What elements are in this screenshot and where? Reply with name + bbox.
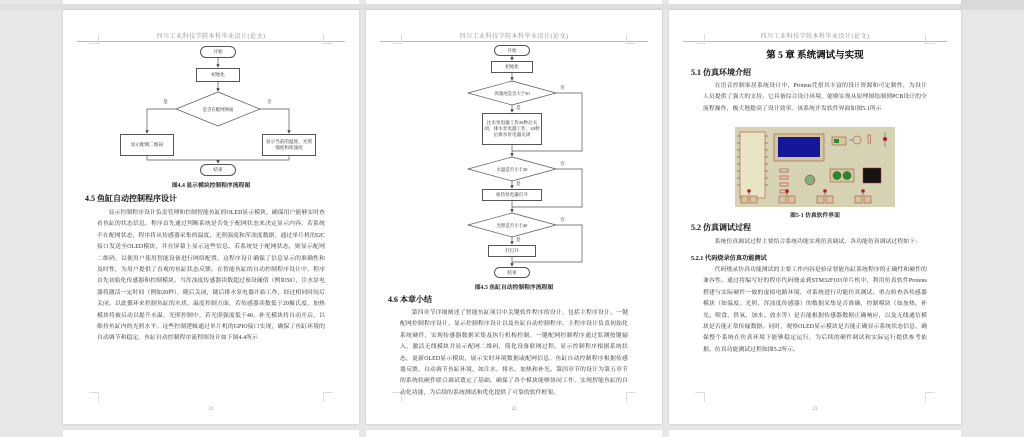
flowchart-connectors [412,45,612,278]
fc-branch-no: 否 [560,161,565,166]
next-page-sliver [366,430,662,437]
body-paragraph: 显示控制程序设计负责管理和控制智能鱼缸的OLED显示模块，确保用户能够实时查看鱼缸的状态信息。程序首先通过判断系统是否处于配网状态来决定显示内容，若系统不在配网状态，程序将从传感器采集的温度、光照强度和浑浊度数据，通过单片机的I2C接口发送至OLED模块，并在屏幕上显示这些信息。若系统处于配网状态，则显示配网二维码，以便用户使用智能设备进行网络配置。这程序设计确保了信息显示的准确性和及时性，为用户提供了直观的鱼缸状态反馈。在智能鱼缸的自动控制程序设计中，程序首先初始化传感器和控制模块。当浑浊度传感器读数超过预设阈值（例如50），注水泵电器将激活一定时间（例如20秒），随后关闭，随后排水泵电器开始工作，经过相同时间后关闭，以此循环来控制鱼缸的水质。温度控制方面，若传感器读数低于20摄氏度，加热模块将被启动以提升水温，光照控制中，若光照强度低于40，补光模块将自动开启，以维持鱼缸内的光照水平。这些控制逻辑通过单片机的GPIO接口实现，确保了鱼缸环境的自动调节和稳定。鱼缸自动控制程序流程图设计如下图4.4所示 [97,210,325,342]
prev-page-sliver [63,0,359,4]
section-heading: 4.5 鱼缸自动控制程序设计 [85,194,177,203]
fc-decision: 是否在配网界面 [202,106,234,112]
fc-branch-yes: 是 [163,99,168,104]
fc-init: 初始化 [196,68,240,82]
margin-mark [695,392,705,402]
fc-start: 开始 [200,46,236,58]
margin-mark [323,392,333,402]
margin-mark [89,392,99,402]
fc-branch-no: 否 [267,99,272,104]
document-page-21[interactable] [63,10,359,424]
top-right-shade [960,0,1024,10]
header-rule [683,41,947,42]
margin-mark [89,34,99,44]
fc-pump-box: 注水泵电器工作20秒后关闭，排水泵电器工作，20秒后排水泵电器关闭 [482,113,542,145]
body-paragraph-521: 代码烧录仿真功能测试的主要工作内容是验证智能鱼缸系统程序的正确性和硬件的兼容性。通过将编写好的程序代码烧录到STM32F103单片机中，利用仿真软件Proteus搭建与实际硬件一致的虚拟电路环境，对系统进行功能仿真测试。重点检查各传感器模块（如温度、光照、浑浊度传感器）的数据采集是否准确，控制模块（如加热、补光、喂食、供氧、加水、放水等）是否能根据传感器数据正确响应，以及无线通信模块是否能正常传输数据。同时，观察OLED显示模块是否能正确显示系统状态信息，确保整个系统在仿真环境下能够稳定运行，为后续的硬件调试和实际运行提供参考依据。仿真功能测试过程如图5.2所示。 [703,267,927,353]
prev-page-sliver [366,0,662,4]
fc-branch-yes: 是 [516,181,521,186]
document-page-22[interactable] [366,10,662,424]
header-rule [77,41,345,42]
margin-mark [925,392,935,402]
body-paragraph-51: 在语音控制家居系统设计中，Proteus凭借其丰富的设计资源和可定制性，为设计人员提供了强大的支持。它具备综合设计环境，能够实现从原理图绘制到PCB设计的全流程操作，极大地提高了设计效率。该系统开发软件界面如图5.1所示 [703,83,927,112]
body-paragraph: 第四章节详细阐述了智能鱼缸项目中关键软件程序的设计，包括主程序设计、一键配网控制程序设计、显示控制程序设计以及鱼缸自动控制程序。主程序设计负责初始化系统硬件，实现传感器数据采集及执行机构控制。一键配网控制程序通过监测按键输入，激活无线模块并显示配网二维码，简化设备联网过程。显示控制程序根据系统状态，更新OLED显示模块，展示实时环境数据或配网信息。鱼缸自动控制程序根据传感器反馈，自动调节鱼缸环境，如注水、排水、加热和补光。第四章节的设计为第五章节的系统软硬件联合调试奠定了基础，确保了各个模块能够协同工作，实现智能鱼缸的自动化功能，为后续的系统测试和优化提供了可靠的软件框架。 [400,310,628,396]
proteus-schematic [735,127,895,207]
body-paragraph-52: 系统仿真调试过程主要结合系统功能实现仿真调试，各功能仿真调试过程如下： [714,239,921,245]
page-number: 22 [511,407,517,412]
fc-right-box: 显示当前的温度、光照强度和浑浊度 [262,134,316,156]
fc-branch-no: 否 [560,217,565,222]
figure-caption: 图4.4 显示模块控制程序流程图 [171,183,251,189]
page-number: 23 [812,407,818,412]
margin-mark [925,34,935,44]
margin-mark [626,34,636,44]
figure-caption: 图4.5 鱼缸自动控制程序流程图 [474,285,554,291]
section-heading: 4.6 本章小结 [388,295,432,304]
fc-branch-yes: 是 [516,237,521,242]
section-heading-52: 5.2 仿真调试过程 [691,223,751,232]
fc-decision-temp: 水温是否小于20 [496,166,528,172]
fc-decision-light: 光照是否小于40 [496,222,528,228]
auto-control-flowchart [412,45,612,278]
fc-branch-no: 否 [560,85,565,90]
next-page-sliver [669,430,961,437]
page-header: 四川工业科技学院本科毕业设计(论文) [760,34,870,40]
header-rule [380,41,648,42]
page-header: 四川工业科技学院本科毕业设计(论文) [156,34,266,40]
margin-mark [323,34,333,44]
fc-heater-box: 加热泵电器打开 [482,189,542,201]
fc-start: 开始 [494,45,530,56]
margin-mark [695,34,705,44]
proteus-figure [735,127,895,207]
fc-end: 结束 [200,164,236,176]
figure-caption: 图5-1 仿真软件界面 [790,213,840,219]
display-module-flowchart [118,46,318,176]
section-heading-51: 5.1 仿真环境介绍 [691,68,751,77]
fc-end: 结束 [494,267,530,278]
page-number: 21 [208,407,214,412]
margin-mark [392,34,402,44]
subsection-heading-521: 5.2.1 代码烧录仿真功能测试 [691,255,767,262]
document-page-23[interactable] [669,10,961,424]
fc-lamp-box: 灯打开 [488,245,536,257]
prev-page-sliver [669,0,961,4]
next-page-sliver [63,430,359,437]
chapter-title: 第 5 章 系统调试与实现 [766,51,864,61]
fc-init: 初始化 [491,61,533,73]
fc-left-box: 显示配网二维码 [120,134,174,156]
fc-branch-yes: 是 [516,105,521,110]
fc-decision-turbidity: 浑浊度是否大于50 [494,90,530,96]
page-header: 四川工业科技学院本科毕业设计(论文) [459,34,569,40]
